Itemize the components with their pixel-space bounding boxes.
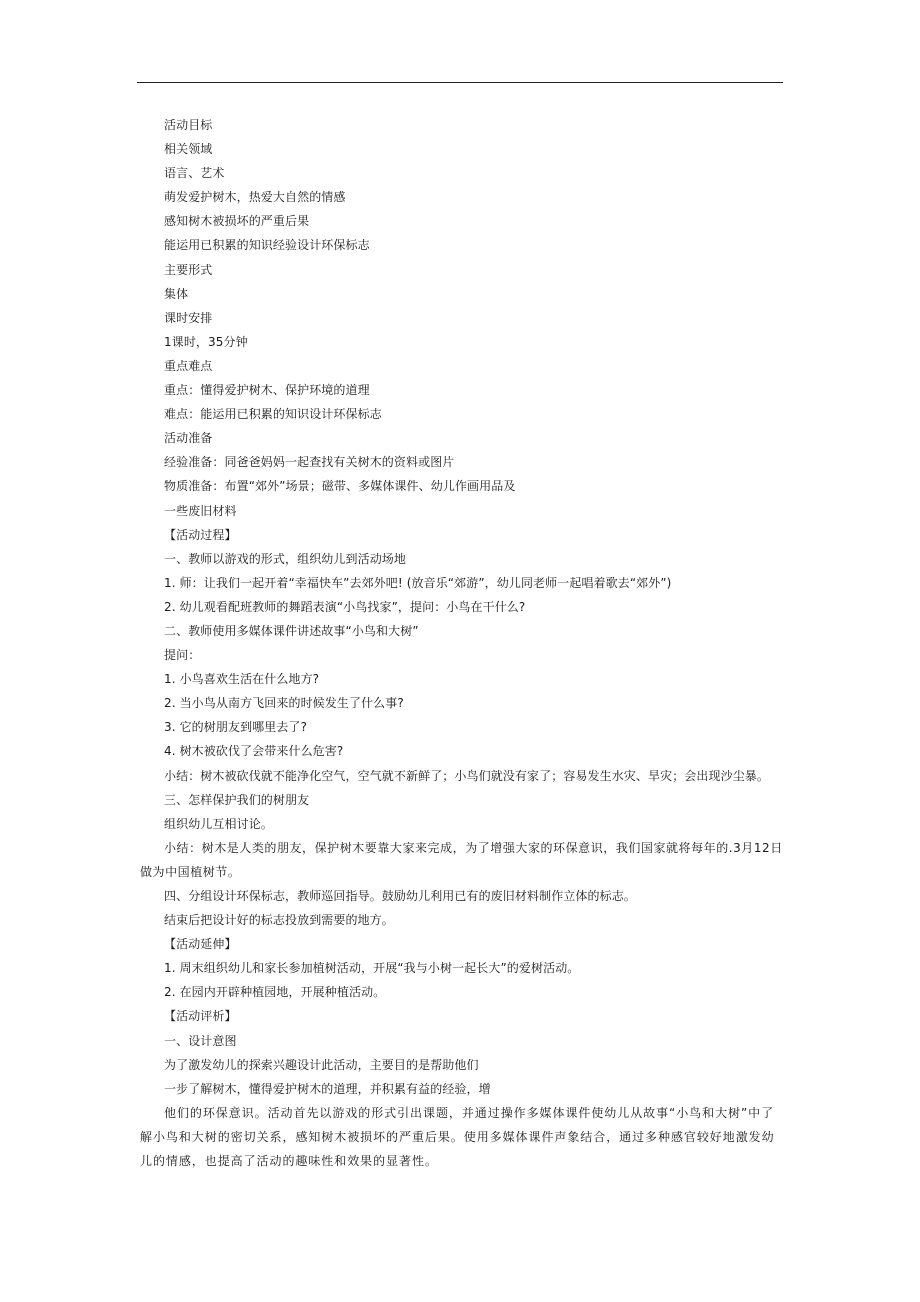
text-line: 主要形式: [164, 262, 213, 277]
header-rule: [137, 82, 783, 83]
text-line: 重点：懂得爱护树木、保护环境的道理: [164, 383, 370, 398]
text-line: 感知树木被损坏的严重后果: [164, 214, 310, 229]
text-line: 1课时，35分钟: [164, 334, 248, 349]
summary-line: 小结：树木被砍伐就不能净化空气，空气就不新鲜了；小鸟们就没有家了；容易发生水灾、旱灾；会出现沙尘暴。: [164, 768, 770, 783]
text-line: 二、教师使用多媒体课件讲述故事“小鸟和大树”: [164, 623, 419, 638]
text-line: 一、设计意图: [164, 1033, 237, 1048]
text-line: 一些废旧材料: [164, 503, 237, 518]
text-line: 难点：能运用已积累的知识设计环保标志: [164, 407, 382, 422]
text-line: 经验准备：同爸爸妈妈一起查找有关树木的资料或图片: [164, 455, 455, 470]
section-heading-evaluation: 【活动评析】: [164, 1009, 237, 1024]
list-item: 2. 在园内开辟种植园地，开展种植活动。: [164, 985, 386, 1000]
text-line: 三、怎样保护我们的树朋友: [164, 792, 310, 807]
section-heading-extension: 【活动延伸】: [164, 937, 237, 952]
summary-paragraph: 小结：树木是人类的朋友，保护树木要靠大家来完成，为了增强大家的环保意识，我们国家就将每年的.3月12日做为中国植树节。: [140, 840, 783, 879]
document-body: [140, 113, 785, 1173]
list-item: 2. 当小鸟从南方飞回来的时候发生了什么事?: [164, 696, 404, 711]
text-line: 为了激发幼儿的探索兴趣设计此活动，主要目的是帮助他们: [164, 1057, 479, 1072]
text-line: 能运用已积累的知识经验设计环保标志: [164, 238, 370, 253]
text-line: 相关领域: [164, 142, 213, 157]
text-line: 一、教师以游戏的形式，组织幼儿到活动场地: [164, 551, 407, 566]
list-item: 2. 幼儿观看配班教师的舞蹈表演“小鸟找家”，提问：小鸟在干什么?: [164, 599, 526, 614]
text-line: 结束后把设计好的标志投放到需要的地方。: [164, 913, 394, 928]
list-item: 3. 它的树朋友到哪里去了?: [164, 720, 308, 735]
text-line: 组织幼儿互相讨论。: [164, 816, 273, 831]
heading-activity-goals: 活动目标: [164, 118, 213, 132]
text-line: 一步了解树木，懂得爱护树木的道理，并积累有益的经验，增: [164, 1081, 491, 1096]
text-line: 活动准备: [164, 431, 213, 446]
text-line: 课时安排: [164, 310, 213, 325]
text-line: 提问：: [164, 648, 201, 663]
list-item: 1. 师：让我们一起开着“幸福快车”去郊外吧! (放音乐“郊游”，幼儿同老师一起唱着歌去“郊外”): [164, 575, 672, 590]
list-item: 4. 树木被砍伐了会带来什么危害?: [164, 744, 344, 759]
list-item: 1. 小鸟喜欢生活在什么地方?: [164, 672, 320, 687]
text-line: 语言、艺术: [164, 166, 225, 181]
list-item: 1. 周末组织幼儿和家长参加植树活动，开展“我与小树一起长大”的爱树活动。: [164, 961, 580, 976]
text-line: 萌发爱护树木，热爱大自然的情感: [164, 190, 346, 205]
text-line: 四、分组设计环保标志，教师巡回指导。鼓励幼儿利用已有的废旧材料制作立体的标志。: [164, 889, 636, 903]
text-line: 物质准备：布置“郊外”场景；磁带、多媒体课件、幼儿作画用品及: [164, 479, 516, 494]
text-line: 重点难点: [164, 358, 213, 373]
final-paragraph: 他们的环保意识。活动首先以游戏的形式引出课题，并通过操作多媒体课件使幼儿从故事“小鸟和大树”中了解小鸟和大树的密切关系，感知树木被损坏的严重后果。使用多媒体课件声象结合，通过多种感官较好地激发幼儿的情感，也提高了活动的趣味性和效果的显著性。: [140, 1105, 775, 1169]
section-heading-process: 【活动过程】: [164, 527, 237, 542]
text-line: 集体: [164, 286, 189, 301]
